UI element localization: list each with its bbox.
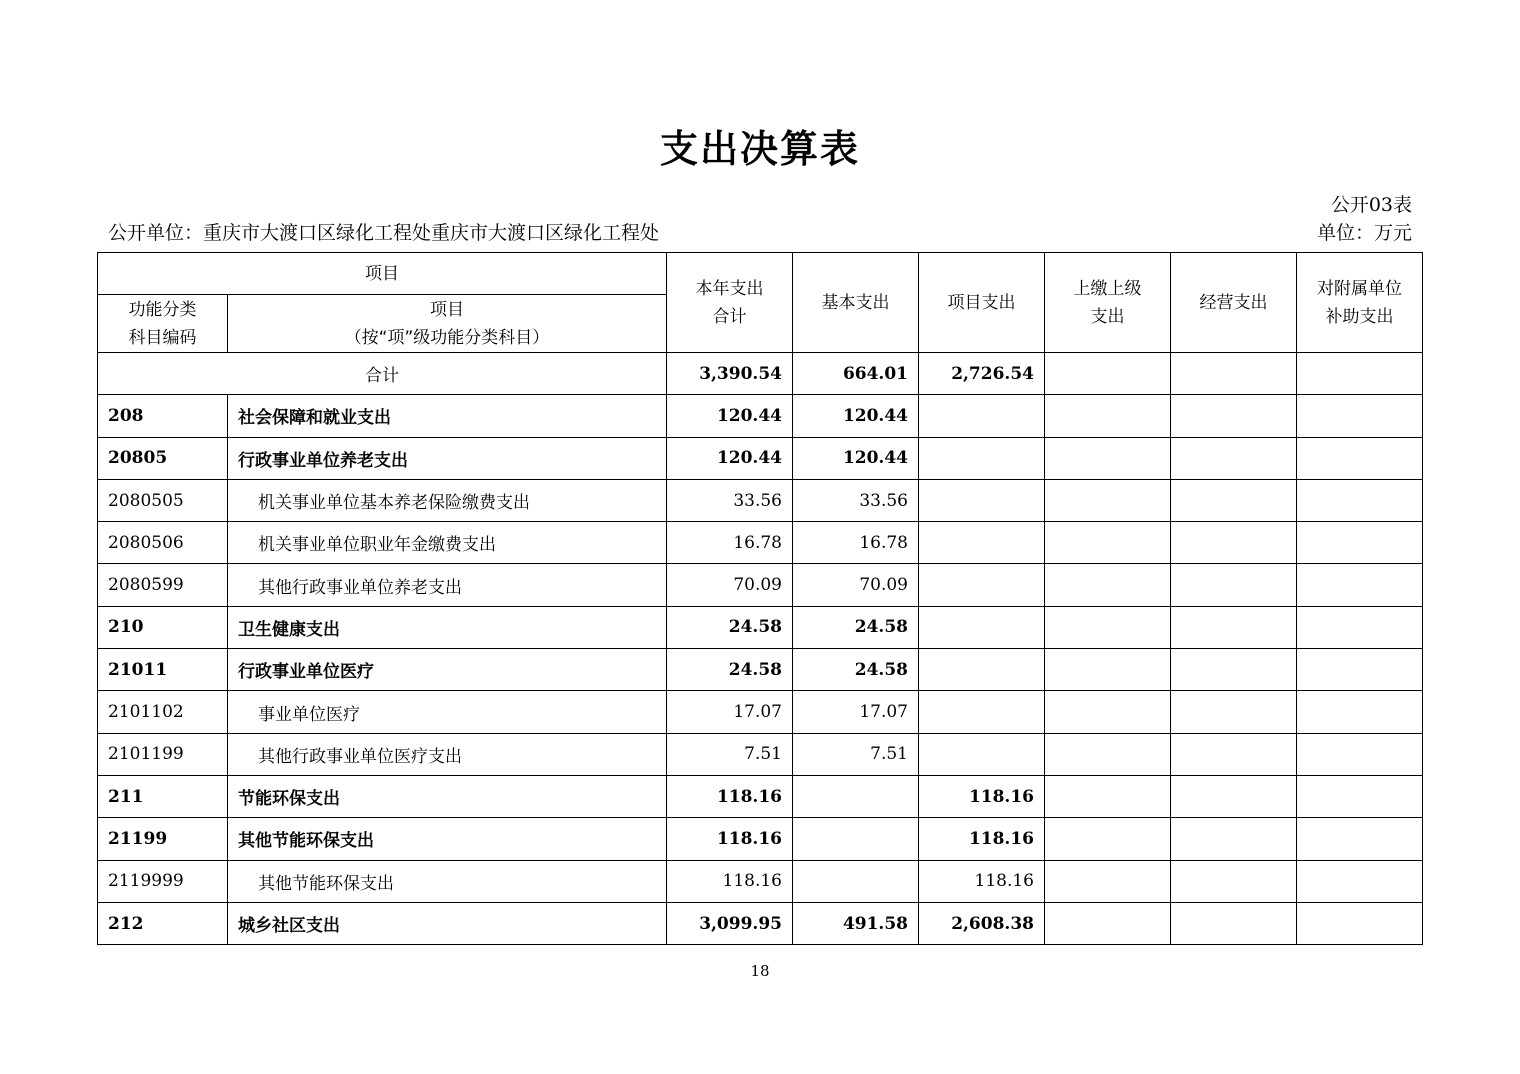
row-basic: 24.58 [793,606,919,648]
row-subsidy [1297,437,1423,479]
row-project [919,691,1045,733]
table-row [98,479,1423,521]
row-basic [793,818,919,860]
header-total-line1: 本年支出 [695,278,764,299]
row-total: 24.58 [667,606,793,648]
header-code-line2: 科目编码 [128,327,197,348]
table-row [98,733,1423,775]
row-basic: 491.58 [793,902,919,944]
row-name: 城乡社区支出 [228,902,667,944]
row-basic: 24.58 [793,649,919,691]
total-sum: 3,390.54 [667,353,793,395]
header-name [228,295,667,353]
row-subsidy [1297,902,1423,944]
header-business: 经营支出 [1171,253,1297,353]
row-upper [1045,606,1171,648]
row-project: 118.16 [919,775,1045,817]
row-project [919,606,1045,648]
row-total: 17.07 [667,691,793,733]
total-label: 合计 [98,353,667,395]
row-code: 21199 [98,818,228,860]
table-row [98,818,1423,860]
row-basic [793,775,919,817]
row-name: 机关事业单位职业年金缴费支出 [228,522,667,564]
row-basic: 7.51 [793,733,919,775]
header-item-group: 项目 [98,253,667,295]
row-project: 118.16 [919,818,1045,860]
row-upper [1045,818,1171,860]
total-project: 2,726.54 [919,353,1045,395]
row-project [919,522,1045,564]
row-subsidy [1297,395,1423,437]
row-business [1171,691,1297,733]
row-basic: 16.78 [793,522,919,564]
row-business [1171,522,1297,564]
row-total: 33.56 [667,479,793,521]
row-name: 事业单位医疗 [228,691,667,733]
total-business [1171,353,1297,395]
row-code: 2101102 [98,691,228,733]
row-upper [1045,691,1171,733]
row-name: 社会保障和就业支出 [228,395,667,437]
header-project: 项目支出 [919,253,1045,353]
row-project [919,564,1045,606]
row-upper [1045,479,1171,521]
row-name: 其他节能环保支出 [228,860,667,902]
row-total: 120.44 [667,437,793,479]
total-subsidy [1297,353,1423,395]
header-code [98,295,228,353]
row-total: 118.16 [667,818,793,860]
row-code: 2080506 [98,522,228,564]
row-basic: 70.09 [793,564,919,606]
row-code: 210 [98,606,228,648]
table-row [98,691,1423,733]
row-upper [1045,437,1171,479]
row-code: 2101199 [98,733,228,775]
row-total: 70.09 [667,564,793,606]
row-project [919,733,1045,775]
total-row [98,353,1423,395]
row-subsidy [1297,733,1423,775]
reporting-unit: 公开单位：重庆市大渡口区绿化工程处重庆市大渡口区绿化工程处 [108,222,660,244]
row-upper [1045,564,1171,606]
row-total: 118.16 [667,775,793,817]
table-row [98,775,1423,817]
row-subsidy [1297,564,1423,606]
row-code: 2080599 [98,564,228,606]
header-subsidy-line2: 补助支出 [1325,306,1394,327]
header-upper-line1: 上缴上级 [1073,278,1142,299]
row-business [1171,775,1297,817]
row-code: 208 [98,395,228,437]
row-code: 2080505 [98,479,228,521]
header-total [667,253,793,353]
row-project [919,395,1045,437]
row-name: 节能环保支出 [228,775,667,817]
row-total: 118.16 [667,860,793,902]
table-row [98,649,1423,691]
row-code: 21011 [98,649,228,691]
row-business [1171,395,1297,437]
row-total: 3,099.95 [667,902,793,944]
row-business [1171,606,1297,648]
total-basic: 664.01 [793,353,919,395]
table-row [98,902,1423,944]
table-row [98,564,1423,606]
row-business [1171,479,1297,521]
page-number: 18 [750,962,770,980]
row-upper [1045,860,1171,902]
row-business [1171,564,1297,606]
header-upper [1045,253,1171,353]
header-subsidy-line1: 对附属单位 [1317,278,1402,299]
table-row [98,606,1423,648]
row-subsidy [1297,606,1423,648]
row-upper [1045,522,1171,564]
row-name: 行政事业单位养老支出 [228,437,667,479]
row-name: 其他行政事业单位医疗支出 [228,733,667,775]
row-total: 120.44 [667,395,793,437]
row-basic: 120.44 [793,437,919,479]
row-subsidy [1297,649,1423,691]
row-code: 211 [98,775,228,817]
row-name: 卫生健康支出 [228,606,667,648]
row-upper [1045,733,1171,775]
row-project [919,649,1045,691]
row-subsidy [1297,522,1423,564]
header-name-line2: （按“项”级功能分类科目） [344,327,550,348]
row-subsidy [1297,479,1423,521]
row-basic: 120.44 [793,395,919,437]
total-upper [1045,353,1171,395]
row-name: 机关事业单位基本养老保险缴费支出 [228,479,667,521]
header-upper-line2: 支出 [1090,306,1125,327]
row-project: 2,608.38 [919,902,1045,944]
row-upper [1045,902,1171,944]
row-business [1171,860,1297,902]
page-title: 支出决算表 [659,127,860,171]
row-project [919,479,1045,521]
header-code-line1: 功能分类 [128,299,197,320]
row-total: 24.58 [667,649,793,691]
row-name: 行政事业单位医疗 [228,649,667,691]
row-project: 118.16 [919,860,1045,902]
header-name-line1: 项目 [430,299,464,320]
row-subsidy [1297,775,1423,817]
row-subsidy [1297,691,1423,733]
row-business [1171,733,1297,775]
row-business [1171,902,1297,944]
row-business [1171,437,1297,479]
table-row [98,522,1423,564]
row-upper [1045,395,1171,437]
row-subsidy [1297,818,1423,860]
row-total: 7.51 [667,733,793,775]
row-name: 其他节能环保支出 [228,818,667,860]
table-row [98,437,1423,479]
row-subsidy [1297,860,1423,902]
row-basic: 33.56 [793,479,919,521]
row-code: 20805 [98,437,228,479]
row-basic: 17.07 [793,691,919,733]
form-number: 公开03表 [1330,194,1412,216]
row-name: 其他行政事业单位养老支出 [228,564,667,606]
row-code: 212 [98,902,228,944]
row-basic [793,860,919,902]
row-project [919,437,1045,479]
table-row [98,860,1423,902]
row-business [1171,818,1297,860]
row-code: 2119999 [98,860,228,902]
expenditure-table [97,252,1423,945]
row-business [1171,649,1297,691]
row-upper [1045,649,1171,691]
currency-unit: 单位：万元 [1316,222,1412,244]
row-upper [1045,775,1171,817]
table-row [98,395,1423,437]
header-subsidy [1297,253,1423,353]
header-total-line2: 合计 [712,306,747,327]
header-basic: 基本支出 [793,253,919,353]
row-total: 16.78 [667,522,793,564]
